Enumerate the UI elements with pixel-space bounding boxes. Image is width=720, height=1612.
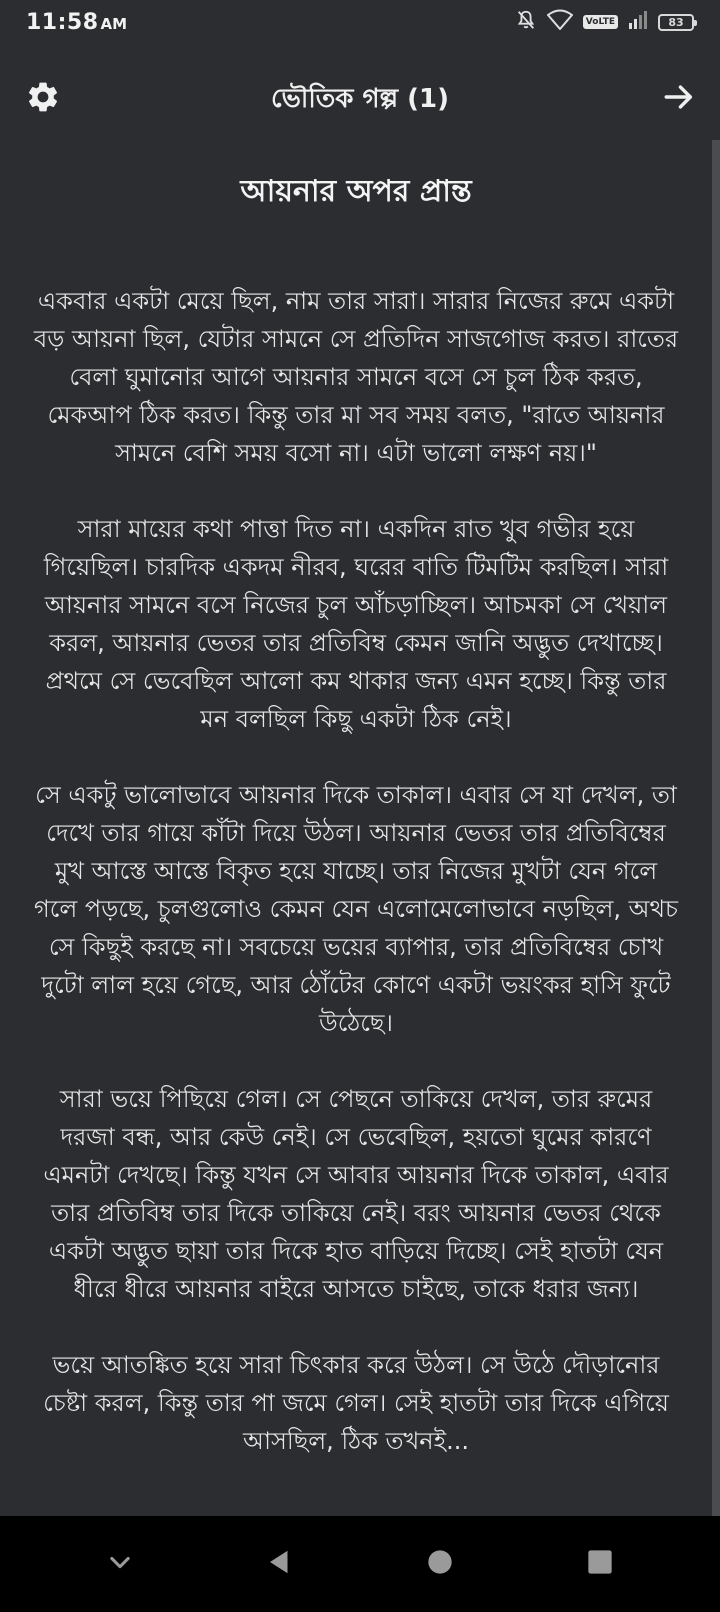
status-ampm: AM	[100, 14, 128, 33]
scrollbar[interactable]	[712, 140, 720, 1516]
status-icons	[515, 9, 694, 35]
signal-icon	[628, 11, 648, 33]
back-triangle-icon	[265, 1547, 295, 1581]
story-paragraph: ভয়ে আতঙ্কিত হয়ে সারা চিৎকার করে উঠল। সে উঠে দৌড়ানোর চেষ্টা করল, কিন্তু তার পা জমে গেল। সেই হাতটা তার দিকে এগিয়ে আসছিল, ঠিক তখনই...	[43, 1351, 669, 1455]
battery-icon	[658, 14, 694, 31]
story-paragraph: সে একটু ভালোভাবে আয়নার দিকে তাকাল। এবার সে যা দেখল, তা দেখে তার গায়ে কাঁটা দিয়ে উঠল। আয়নার ভেতর তার প্রতিবিম্বের মুখ আস্তে আস্তে বিকৃত হয়ে যাচ্ছে। তার নিজের মুখটা যেন গলে গলে পড়ছে, চুলগুলোও কেমন যেন এলোমেলোভাবে নড়ছিল, অথচ সে কিছুই করছে না। সবচেয়ে ভয়ের ব্যাপার, তার প্রতিবিম্বের চোখ দুটো লাল হয়ে গেছে, আর ঠোঁটের কোণে একটা ভয়ংকর হাসি ফুটে উঠেছে।	[34, 781, 678, 1037]
nav-home-button[interactable]	[410, 1534, 470, 1594]
gear-icon	[25, 79, 61, 119]
story-paragraph: একবার একটা মেয়ে ছিল, নাম তার সারা। সারার নিজের রুমে একটা বড় আয়না ছিল, যেটার সামনে সে প্রতিদিন সাজগোজ করত। রাতের বেলা ঘুমানোর আগে আয়নার সামনে বসে সে চুল ঠিক করত, মেকআপ ঠিক করত। কিন্তু তার মা সব সময় বলত, "রাতে আয়নার সামনে বেশি সময় বসো না। এটা ভালো লক্ষণ নয়।"	[33, 287, 679, 467]
page-title: ভৌতিক গল্প (1)	[270, 84, 450, 114]
settings-button[interactable]	[22, 78, 64, 120]
story-content[interactable]	[0, 150, 712, 1516]
story-paragraph: সারা মায়ের কথা পাত্তা দিত না। একদিন রাত খুব গভীর হয়ে গিয়েছিল। চারদিক একদম নীরব, ঘরের বাতি টিমটিম করছিল। সারা আয়নার সামনে বসে নিজের চুল আঁচড়াচ্ছিল। আচমকা সে খেয়াল করল, আয়নার ভেতর তার প্রতিবিম্ব কেমন জানি অদ্ভুত দেখাচ্ছে। প্রথমে সে ভেবেছিল আলো কম থাকার জন্য এমন হচ্ছে। কিন্তু তার মন বলছিল কিছু একটা ঠিক নেই।	[43, 515, 669, 733]
status-bar	[0, 0, 720, 44]
home-circle-icon	[426, 1548, 454, 1580]
nav-back-button[interactable]	[250, 1534, 310, 1594]
arrow-right-icon	[662, 80, 696, 118]
chevron-down-icon	[106, 1548, 134, 1580]
story-title: আয়নার অপর প্রান্ত	[240, 174, 472, 209]
nav-recents-button[interactable]	[570, 1534, 630, 1594]
story-paragraph: সারা ভয়ে পিছিয়ে গেল। সে পেছনে তাকিয়ে দেখল, তার রুমের দরজা বন্ধ, আর কেউ নেই। সে ভেবেছিল, হয়তো ঘুমের কারণে এমনটা দেখছে। কিন্তু যখন সে আবার আয়নার দিকে তাকাল, এবার তার প্রতিবিম্ব তার দিকে তাকিয়ে নেই। বরং আয়নার ভেতর থেকে একটা অদ্ভুত ছায়া তার দিকে হাত বাড়িয়ে দিচ্ছে। সেই হাতটা যেন ধীরে ধীরে আয়নার বাইরে আসতে চাইছে, তাকে ধরার জন্য।	[43, 1085, 669, 1303]
status-clock	[26, 10, 127, 35]
mute-bell-icon	[515, 9, 537, 35]
recents-square-icon	[586, 1548, 614, 1580]
system-nav-bar	[0, 1516, 720, 1612]
nav-collapse-button[interactable]	[90, 1534, 150, 1594]
next-button[interactable]	[658, 78, 700, 120]
volte-badge: VoLTE	[583, 15, 618, 29]
wifi-icon	[547, 9, 573, 35]
battery-level: 83	[668, 15, 684, 29]
app-bar	[0, 60, 720, 140]
status-time: 11:58	[26, 9, 99, 35]
